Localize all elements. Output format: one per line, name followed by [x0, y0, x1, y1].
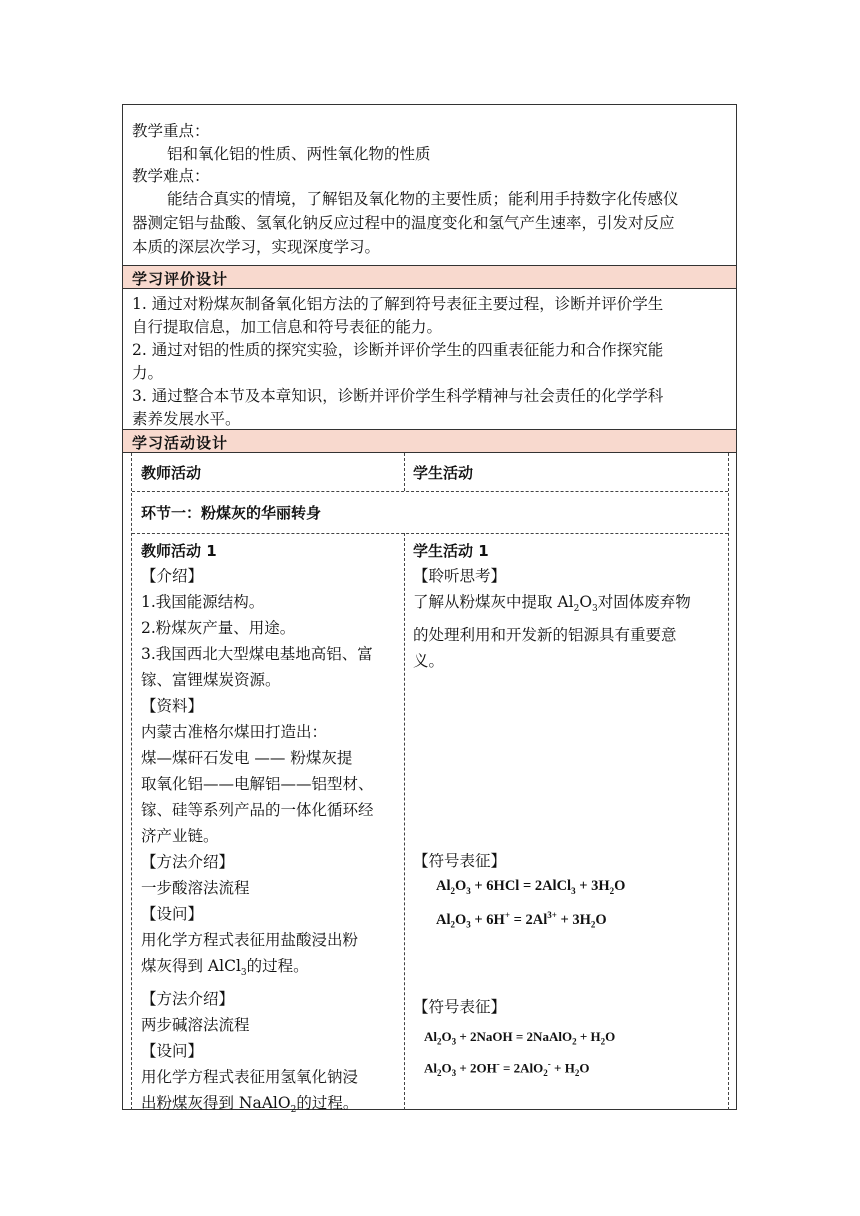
student-symbol-label: 【符号表征】: [413, 998, 507, 1016]
teacher-line: 【介绍】: [141, 567, 204, 585]
evaluation-line: 3. 通过整合本节及本章知识，诊断并评价学生科学精神与社会责任的化学学科: [132, 387, 664, 405]
student-activity-title: 学生活动 1: [413, 542, 489, 560]
difficulties-label: 教学难点：: [132, 167, 210, 185]
equation-1: $Al_2O_3 + 6HCl$ = 2AlCl$_3$ + $3H_2O$: [436, 878, 626, 896]
teacher-line: 【方法介绍】: [141, 990, 235, 1009]
lesson-plan-table: [122, 104, 737, 1116]
subscript: 3: [592, 604, 598, 615]
teacher-activity-title: 教师活动 1: [141, 542, 217, 560]
student-line: 【聆听思考】: [413, 567, 507, 585]
stage-title: 环节一：粉煤灰的华丽转身: [141, 504, 322, 522]
activities-header: [123, 429, 736, 453]
teacher-line: 【设问】: [141, 1042, 204, 1061]
subscript: 2: [290, 1105, 297, 1116]
equation-2: $Al_2O_3 + 6H^+ = 2Al^{3+} + 3H_2O$: [436, 910, 607, 930]
teacher-line: 2.粉煤灰产量、用途。: [141, 619, 296, 637]
teacher-line: 【方法介绍】: [141, 853, 235, 871]
teacher-line: 煤—煤矸石发电 —— 粉煤灰提: [141, 749, 353, 767]
teacher-q1-text: 煤灰得到 AlCl: [141, 957, 241, 975]
row-divider: [132, 491, 728, 492]
key-points-label: 教学重点：: [132, 122, 210, 140]
column-divider: [404, 453, 405, 491]
evaluation-line: 1. 通过对粉煤灰制备氧化铝方法的了解到符号表征主要过程，诊断并评价学生: [132, 295, 664, 313]
teacher-line: 【资料】: [141, 697, 204, 715]
difficulties-line: 能结合真实的情境，了解铝及氧化物的主要性质；能利用手持数字化传感仪: [167, 190, 679, 208]
teacher-q2-text: 出粉煤灰得到 NaAlO: [141, 1094, 291, 1113]
evaluation-line: 自行提取信息，加工信息和符号表征的能力。: [132, 318, 443, 336]
teacher-line: 用化学方程式表征用氢氧化钠浸: [141, 1068, 359, 1087]
student-text: 了解从粉煤灰中提取 Al: [413, 593, 574, 611]
column-divider: [404, 533, 405, 1110]
col-student-header: 学生活动: [413, 464, 474, 482]
equation-3: $Al_2O_3$ + 2NaOH = 2NaAlO$_2$ + $H_2O$: [424, 1029, 616, 1047]
teacher-line: 镓、富锂煤炭资源。: [141, 671, 281, 689]
student-text: 对固体废弃物: [597, 593, 691, 611]
student-text: O: [579, 593, 593, 611]
teacher-line: 一步酸溶法流程: [141, 879, 250, 897]
teacher-line: 内蒙古准格尔煤田打造出：: [141, 723, 328, 741]
col-teacher-header: 教师活动: [141, 464, 202, 482]
teacher-line: [141, 953, 374, 986]
evaluation-header-text: 学习评价设计: [132, 270, 229, 288]
key-points-text: 铝和氧化铝的性质、两性氧化物的性质: [167, 145, 431, 163]
evaluation-line: 素养发展水平。: [132, 410, 241, 428]
teacher-line: 用化学方程式表征用盐酸浸出粉: [141, 931, 359, 949]
subscript: 3: [240, 968, 247, 979]
student-activity-body: [413, 563, 723, 674]
difficulties-line: 器测定铝与盐酸、氢氧化钠反应过程中的温度变化和氢气产生速率，引发对反应: [132, 214, 675, 232]
teacher-activity-body: [141, 563, 374, 1123]
teacher-line: [141, 1090, 374, 1123]
teacher-line: 3.我国西北大型煤电基地高铝、富: [141, 645, 373, 663]
student-line: 的处理利用和开发新的铝源具有重要意: [413, 626, 677, 645]
teacher-line: 济产业链。: [141, 827, 219, 845]
activities-table: [131, 453, 729, 1116]
student-line: [413, 589, 723, 622]
teacher-q1-text: 的过程。: [246, 957, 309, 975]
teacher-line: 镓、硅等系列产品的一体化循环经: [141, 801, 374, 819]
evaluation-header: [123, 265, 736, 289]
student-line: 义。: [413, 652, 445, 671]
row-divider: [132, 533, 728, 534]
evaluation-line: 力。: [132, 364, 164, 382]
activities-header-text: 学习活动设计: [132, 434, 229, 452]
equation-4: $Al_2O_3 + 2OH^- = 2AlO_2^- + H_2O$: [424, 1059, 590, 1078]
teacher-line: 【设问】: [141, 905, 204, 923]
difficulties-line: 本质的深层次学习，实现深度学习。: [132, 238, 381, 256]
teacher-q2-text: 的过程。: [296, 1094, 359, 1113]
subscript: 2: [573, 604, 580, 615]
student-symbol-label: 【符号表征】: [413, 852, 507, 870]
teacher-line: 取氧化铝——电解铝——铝型材、: [141, 775, 374, 793]
teacher-line: 两步碱溶法流程: [141, 1016, 250, 1035]
teacher-line: 1.我国能源结构。: [141, 593, 265, 611]
evaluation-line: 2. 通过对铝的性质的探究实验，诊断并评价学生的四重表征能力和合作探究能: [132, 341, 664, 359]
